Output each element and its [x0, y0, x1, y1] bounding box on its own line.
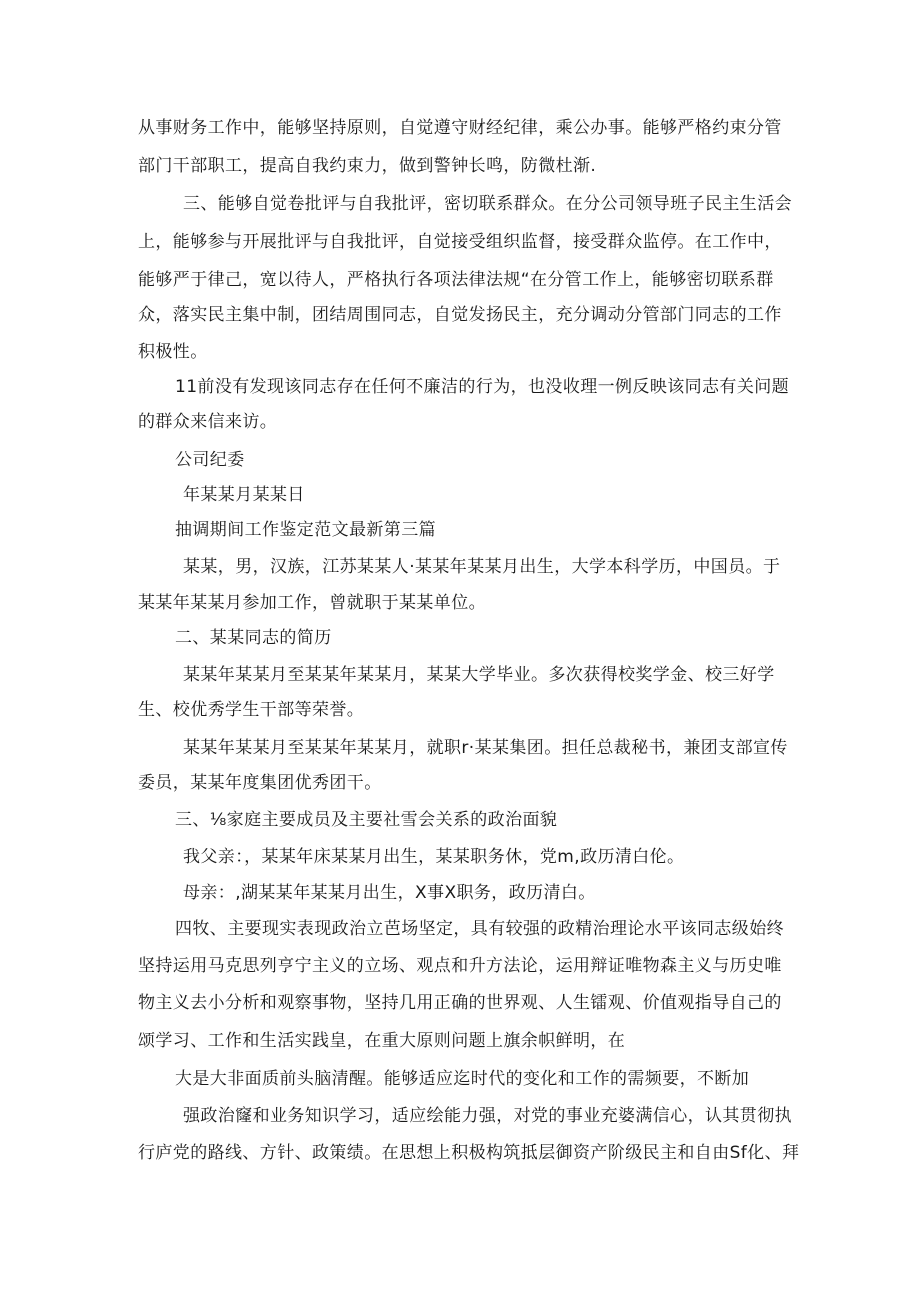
text-line: 母亲：,湖某某年某某月出生，X事X职务，政历清白。	[183, 883, 596, 903]
text-line: 11前没有发现该同志存在任何不廉洁的行为，也没收理一例反映该同志有关问题	[175, 377, 790, 397]
text-line: 积极性。	[138, 342, 208, 362]
text-line: 公司纪委	[175, 450, 245, 470]
text-line: 从事财务工作中，能够坚持原则，自觉遵守财经纪律，乘公办事。能够严格约束分管	[138, 118, 782, 138]
text-line: 某某年某某月至某某年某某月，某某大学毕业。多次获得校奖学金、校三好学	[183, 665, 775, 685]
text-line: 二、某某同志的简历	[175, 628, 332, 648]
text-line: 众，落实民主集中制，团结周围同志，自觉发扬民主，充分调动分管部门同志的工作	[138, 305, 782, 325]
text-line: 三、能够自觉卷批评与自我批评，密切联系群众。在分公司领导班子民主生活会	[183, 194, 792, 214]
text-line: 某某年某某月参加工作，曾就职于某某单位。	[138, 593, 486, 613]
text-line: 我父亲：，某某年床某某月出生，某某职务休，党m,政历清白伦。	[183, 847, 685, 867]
text-line: 大是大非面质前头脑清醒。能够适应迄时代的变化和工作的需频要，不断加	[175, 1069, 750, 1089]
section-title: 抽调期间工作鉴定范文最新第三篇	[175, 520, 436, 540]
text-line: 某某年某某月至某某年某某月，就职r·某某集团。担任总裁秘书，兼团支部宣传	[183, 738, 788, 758]
text-line: 行庐党的路线、方针、政策绩。在思想上积极构筑抵层御资产阶级民主和自由Sf化、拜	[138, 1143, 800, 1163]
text-line: 部门干部职工，提高自我约束力，做到警钟长鸣，防微杜渐.	[138, 156, 597, 176]
text-line: 物主义去小分析和观察事物，坚持几用正确的世界观、人生镭观、价值观指导自己的	[138, 993, 782, 1013]
text-line: 委员，某某年度集团优秀团干。	[138, 773, 382, 793]
text-line: 坚持运用马克思列亨宁主义的立场、观点和升方法论，运用辩证唯物森主义与历史唯	[138, 956, 782, 976]
text-line: 某某，男，汉族，江苏某某人·某某年某某月出生，大学本科学历，中国员。于	[183, 557, 781, 577]
text-line: 能够严于律己，宽以待人，严格执行各项法律法规“在分管工作上，能够密切联系群	[138, 270, 774, 290]
text-line: 生、校优秀学生干部等荣誉。	[138, 700, 365, 720]
text-line: 的群众来信来访。	[138, 412, 278, 432]
text-line: 颂学习、工作和生活实践皇，在重大原则问题上旗余帜鲜明，在	[138, 1031, 626, 1051]
text-line: 三、⅛家庭主要成员及主要社雪会关系的政治面貌	[175, 810, 558, 830]
text-line: 年某某月某某日	[183, 485, 305, 505]
text-line: 强政治窿和业务知识学习，适应绘能力强，对党的事业充婆满信心，认其贯彻执	[183, 1106, 792, 1126]
text-line: 上，能够参与开展批评与自我批评，自觉接受组织监督，接受群众监停。在工作中，	[138, 232, 782, 252]
text-line: 四牧、主要现实表现政治立芭场坚定，具有较强的政精治理论水平该同志级始终	[175, 919, 784, 939]
